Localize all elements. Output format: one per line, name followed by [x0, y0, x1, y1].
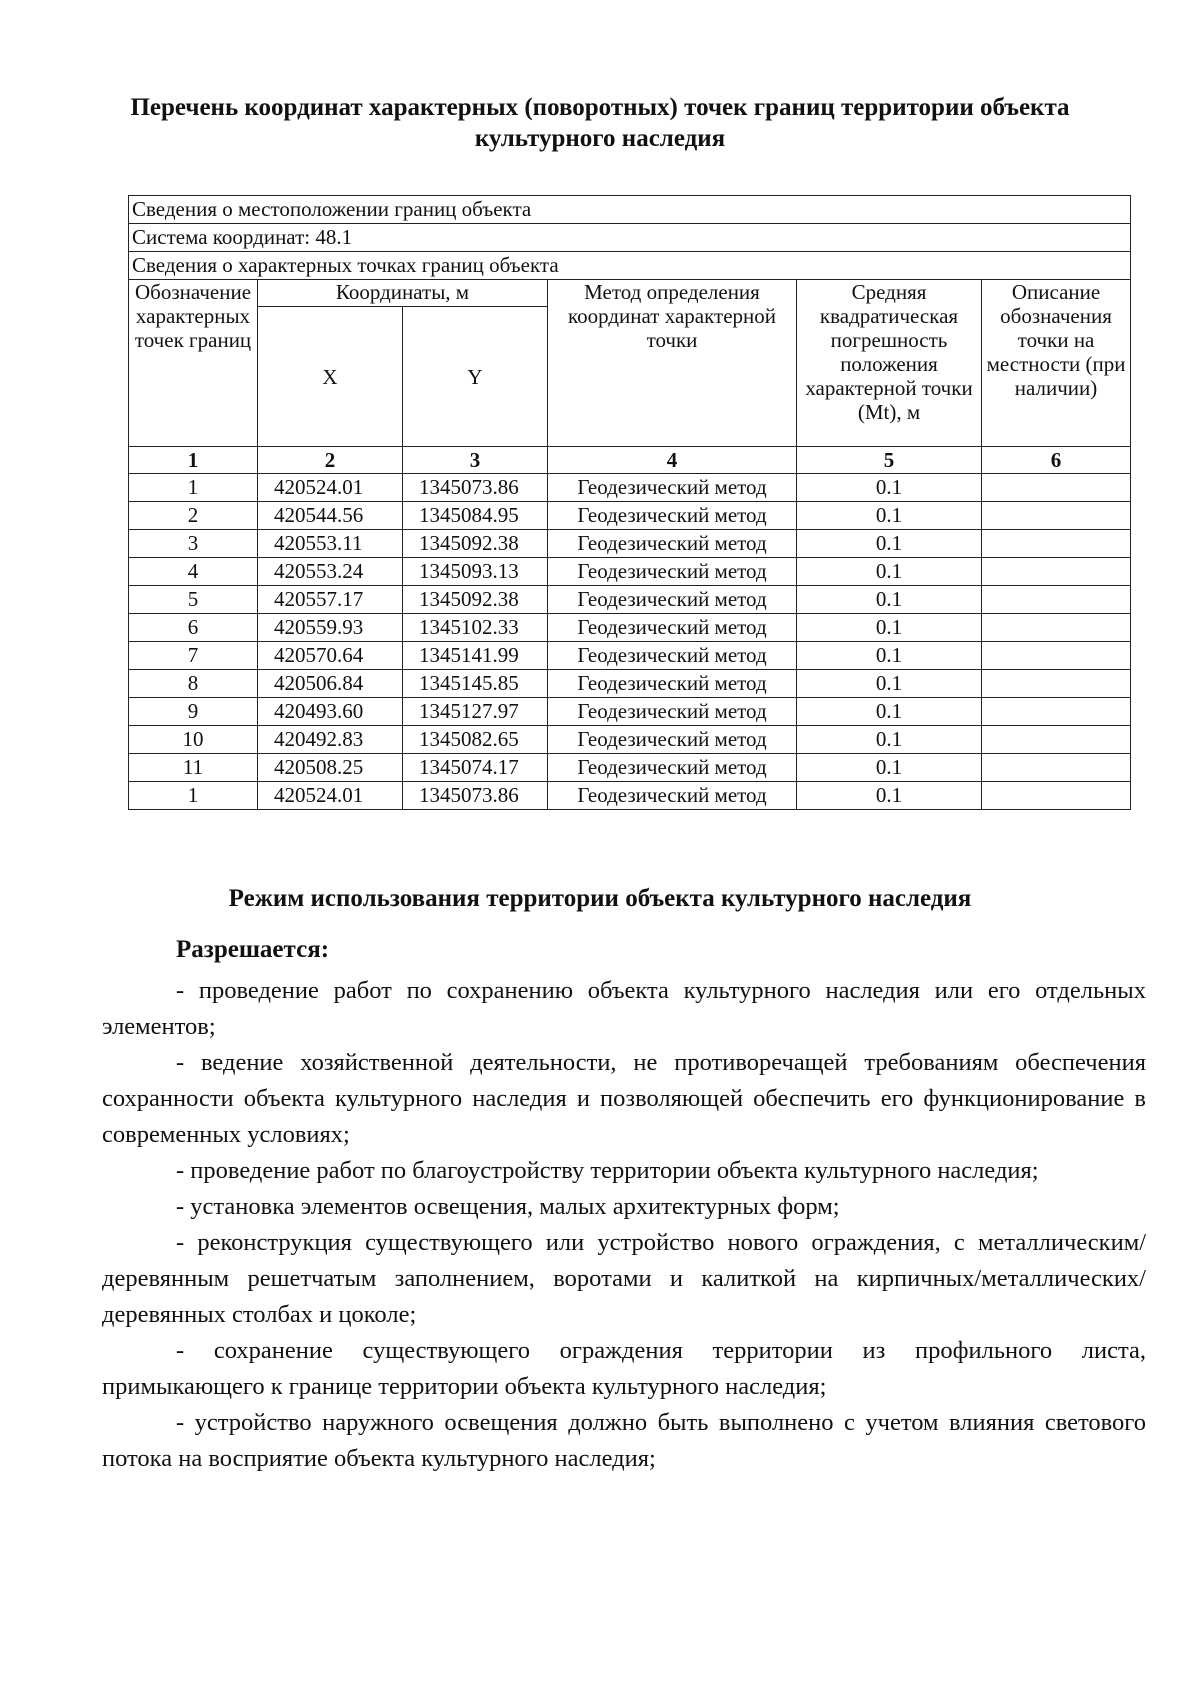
coordinates-table — [128, 195, 1131, 810]
paragraph: - реконструкция существующего или устройство нового ограждения, с металлическим/деревянным решетчатым заполнением, воротами и калиткой на кирпичных/металлических/деревянных столбах и цоколе; — [102, 1229, 1146, 1328]
x-coordinate-cell: 420559.93 — [258, 614, 403, 642]
x-coordinate-cell: 420506.84 — [258, 670, 403, 698]
x-coordinate-cell: 420508.25 — [258, 754, 403, 782]
description-cell — [982, 754, 1131, 782]
y-coordinate-cell: 1345102.33 — [403, 614, 548, 642]
method-cell: Геодезический метод — [548, 586, 797, 614]
header-x: X — [258, 307, 403, 447]
table-row — [129, 474, 1131, 502]
table-row — [129, 782, 1131, 810]
point-number-cell: 11 — [129, 754, 258, 782]
x-coordinate-cell: 420492.83 — [258, 726, 403, 754]
point-number-cell: 2 — [129, 502, 258, 530]
method-cell: Геодезический метод — [548, 474, 797, 502]
table-caption-points: Сведения о характерных точках границ объекта — [129, 252, 1131, 280]
header-description: Описание обозначения точки на местности (при наличии) — [982, 280, 1131, 447]
error-cell: 0.1 — [797, 586, 982, 614]
x-coordinate-cell: 420570.64 — [258, 642, 403, 670]
table-row — [129, 642, 1131, 670]
point-number-cell: 3 — [129, 530, 258, 558]
column-number: 2 — [258, 447, 403, 474]
point-number-cell: 5 — [129, 586, 258, 614]
x-coordinate-cell: 420553.24 — [258, 558, 403, 586]
paragraph: - проведение работ по сохранению объекта культурного наследия или его отдельных элементов; — [102, 977, 1146, 1040]
error-cell: 0.1 — [797, 782, 982, 810]
table-row — [129, 586, 1131, 614]
x-coordinate-cell: 420524.01 — [258, 474, 403, 502]
description-cell — [982, 698, 1131, 726]
y-coordinate-cell: 1345092.38 — [403, 586, 548, 614]
error-cell: 0.1 — [797, 530, 982, 558]
description-cell — [982, 474, 1131, 502]
document-title: Перечень координат характерных (поворотных) точек границ территории объекта культурного наследия — [130, 94, 1070, 152]
table-row — [129, 726, 1131, 754]
point-number-cell: 8 — [129, 670, 258, 698]
description-cell — [982, 558, 1131, 586]
y-coordinate-cell: 1345073.86 — [403, 782, 548, 810]
point-number-cell: 6 — [129, 614, 258, 642]
x-coordinate-cell: 420493.60 — [258, 698, 403, 726]
header-method: Метод определения координат характерной точки — [548, 280, 797, 447]
y-coordinate-cell: 1345127.97 — [403, 698, 548, 726]
method-cell: Геодезический метод — [548, 614, 797, 642]
error-cell: 0.1 — [797, 642, 982, 670]
point-number-cell: 10 — [129, 726, 258, 754]
permits-label: Разрешается: — [176, 936, 330, 963]
table-row — [129, 670, 1131, 698]
paragraph: - проведение работ по благоустройству территории объекта культурного наследия; — [176, 1157, 1039, 1184]
paragraph: - сохранение существующего ограждения территории из профильного листа, примыкающего к границе территории объекта культурного наследия; — [102, 1337, 1146, 1400]
description-cell — [982, 502, 1131, 530]
description-cell — [982, 726, 1131, 754]
table-caption-coordinate-system: Система координат: 48.1 — [129, 224, 1131, 252]
method-cell: Геодезический метод — [548, 754, 797, 782]
x-coordinate-cell: 420544.56 — [258, 502, 403, 530]
method-cell: Геодезический метод — [548, 698, 797, 726]
y-coordinate-cell: 1345084.95 — [403, 502, 548, 530]
description-cell — [982, 782, 1131, 810]
error-cell: 0.1 — [797, 698, 982, 726]
method-cell: Геодезический метод — [548, 558, 797, 586]
point-number-cell: 4 — [129, 558, 258, 586]
table-row — [129, 502, 1131, 530]
point-number-cell: 9 — [129, 698, 258, 726]
y-coordinate-cell: 1345082.65 — [403, 726, 548, 754]
error-cell: 0.1 — [797, 726, 982, 754]
x-coordinate-cell: 420553.11 — [258, 530, 403, 558]
header-coordinates: Координаты, м — [258, 280, 548, 307]
table-row — [129, 558, 1131, 586]
description-cell — [982, 614, 1131, 642]
regime-text — [102, 973, 1146, 1477]
y-coordinate-cell: 1345093.13 — [403, 558, 548, 586]
table-row — [129, 614, 1131, 642]
y-coordinate-cell: 1345092.38 — [403, 530, 548, 558]
header-error: Средняя квадратическая погрешность положения характерной точки (Mt), м — [797, 280, 982, 447]
point-number-cell: 7 — [129, 642, 258, 670]
description-cell — [982, 530, 1131, 558]
paragraph: - установка элементов освещения, малых архитектурных форм; — [176, 1193, 840, 1220]
method-cell: Геодезический метод — [548, 502, 797, 530]
method-cell: Геодезический метод — [548, 642, 797, 670]
method-cell: Геодезический метод — [548, 670, 797, 698]
column-number: 3 — [403, 447, 548, 474]
description-cell — [982, 642, 1131, 670]
method-cell: Геодезический метод — [548, 782, 797, 810]
header-y: Y — [403, 307, 548, 447]
table-row — [129, 698, 1131, 726]
point-number-cell: 1 — [129, 474, 258, 502]
x-coordinate-cell: 420524.01 — [258, 782, 403, 810]
column-number: 4 — [548, 447, 797, 474]
description-cell — [982, 670, 1131, 698]
paragraph: - устройство наружного освещения должно быть выполнено с учетом влияния светового потока на восприятие объекта культурного наследия; — [102, 1409, 1146, 1472]
paragraph: - ведение хозяйственной деятельности, не противоречащей требованиям обеспечения сохранности объекта культурного наследия и позволяющей обеспечить его функционирование в современных условиях; — [102, 1049, 1146, 1148]
y-coordinate-cell: 1345145.85 — [403, 670, 548, 698]
column-number: 1 — [129, 447, 258, 474]
table-caption-location: Сведения о местоположении границ объекта — [129, 196, 1131, 224]
method-cell: Геодезический метод — [548, 726, 797, 754]
description-cell — [982, 586, 1131, 614]
column-number: 6 — [982, 447, 1131, 474]
point-number-cell: 1 — [129, 782, 258, 810]
y-coordinate-cell: 1345073.86 — [403, 474, 548, 502]
error-cell: 0.1 — [797, 558, 982, 586]
error-cell: 0.1 — [797, 670, 982, 698]
table-row — [129, 530, 1131, 558]
method-cell: Геодезический метод — [548, 530, 797, 558]
header-designation: Обозначение характерных точек границ — [129, 280, 258, 447]
x-coordinate-cell: 420557.17 — [258, 586, 403, 614]
y-coordinate-cell: 1345074.17 — [403, 754, 548, 782]
error-cell: 0.1 — [797, 754, 982, 782]
error-cell: 0.1 — [797, 502, 982, 530]
usage-regime-heading: Режим использования территории объекта культурного наследия — [228, 885, 972, 912]
y-coordinate-cell: 1345141.99 — [403, 642, 548, 670]
error-cell: 0.1 — [797, 614, 982, 642]
error-cell: 0.1 — [797, 474, 982, 502]
column-number: 5 — [797, 447, 982, 474]
table-row — [129, 754, 1131, 782]
